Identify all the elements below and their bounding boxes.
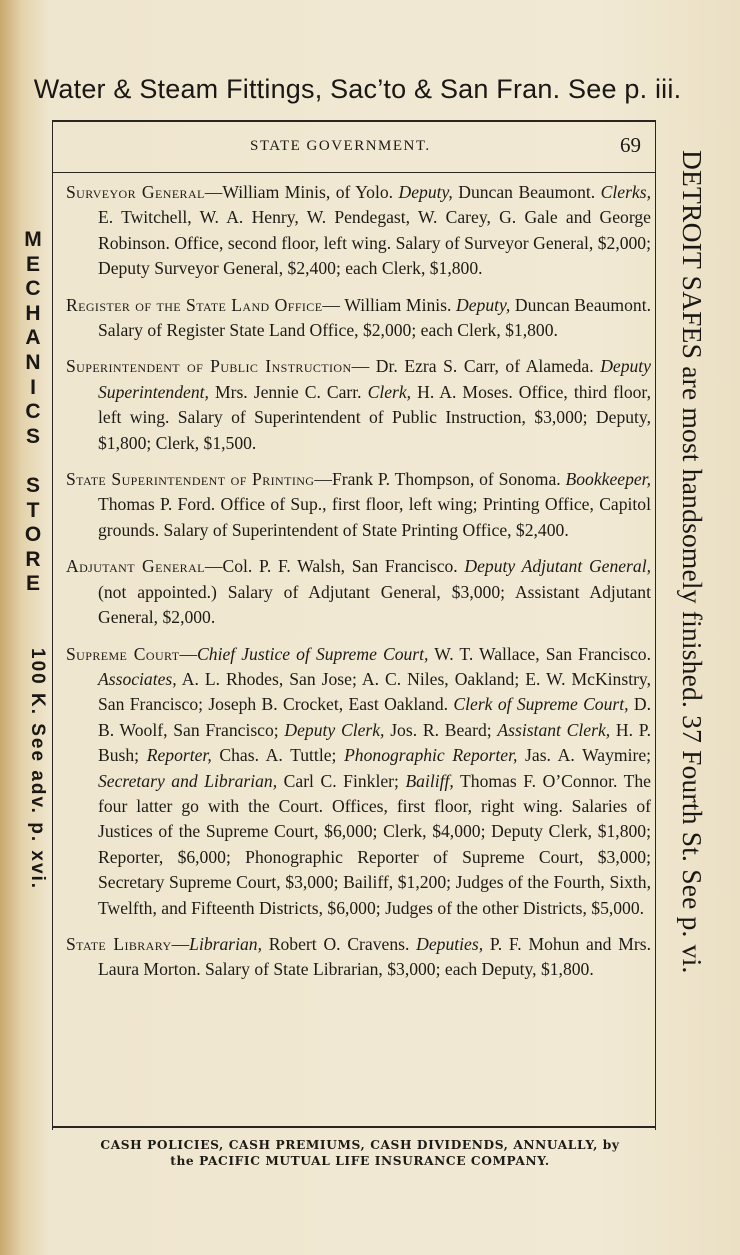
entry-italic-text: Deputy Clerk,: [284, 719, 385, 740]
entry-italic-text: Phonographic Reporter,: [344, 745, 518, 766]
bottom-ad-line-2: the PACIFIC MUTUAL LIFE INSURANCE COMPANY.: [170, 1154, 550, 1168]
entry-italic-text: Deputy,: [398, 182, 453, 202]
directory-entry: [66, 642, 651, 921]
left-ad-letter: O: [24, 523, 42, 547]
entry-italic-text: Associates,: [98, 668, 177, 689]
left-ad-letter: C: [25, 277, 41, 301]
bottom-ad-line-1: CASH POLICIES, CASH PREMIUMS, CASH DIVIDENDS, ANNUALLY, by: [100, 1138, 620, 1152]
entry-italic-text: Reporter,: [146, 745, 212, 766]
entry-text: —Col. P. F. Walsh, San Francisco.: [204, 556, 465, 577]
left-ad-letter: H: [25, 301, 41, 325]
entry-text: Robert O. Cravens.: [262, 933, 417, 954]
left-ad-letter: N: [25, 350, 41, 374]
entry-heading: State Library: [66, 933, 172, 954]
left-ad-letter: C: [25, 400, 41, 424]
top-advertisement: Water & Steam Fittings, Sac’to & San Fran. See p. iii.: [33, 74, 682, 104]
entry-text: (not appointed.) Salary of Adjutant General, $3,000; Assistant Adjutant General, $2,000.: [98, 581, 651, 628]
left-ad-rotated-text: 100 K. See adv. p. xvi.: [27, 648, 48, 891]
entry-text: Duncan Beaumont. Salary of Register State Land Office, $2,000; each Clerk, $1,800.: [98, 294, 651, 341]
entry-italic-text: Deputy,: [456, 294, 511, 315]
entry-italic-text: Chief Justice of Supreme Court,: [197, 643, 429, 664]
entry-text: — William Minis.: [322, 294, 457, 315]
entry-italic-text: Librarian,: [189, 933, 262, 954]
entry-italic-text: Assistant Clerk,: [497, 719, 611, 740]
directory-entry: [66, 180, 651, 282]
entry-italic-text: Bookkeeper,: [565, 469, 651, 490]
entry-italic-text: Deputies,: [416, 933, 484, 954]
entry-heading: Superintendent of Public Instruction: [66, 356, 352, 377]
entry-text: Jas. A. Waymire;: [517, 745, 652, 766]
entry-text: Thomas F. O’Connor. The four latter go with the Court. Offices, first floor, right wing. Salaries of Justices of the Supreme Court, $6,000; Clerk, $4,000; Deputy Clerk, $1,800; Reporter, $6,000; Phonographic Reporter of Supreme Court, $3,000; Secretary Supreme Court, $3,000; Bailiff, $1,200; Judges of the Fourth, Sixth, Twelfth, and Fifteenth Districts, $6,000; Judges of the other Districts, $5,000.: [98, 770, 651, 918]
running-head: STATE GOVERNMENT.: [250, 138, 431, 154]
entry-text: H. P. Bush;: [98, 719, 651, 766]
entry-text: —: [171, 933, 190, 954]
left-ad-letter: A: [25, 326, 41, 350]
entry-text: Thomas P. Ford. Office of Sup., first floor, left wing; Printing Office, Capitol grounds. Salary of Superintendent of State Printing Office, $2,400.: [98, 494, 651, 540]
left-ad-letters: [18, 228, 48, 597]
entry-heading: Register of the State Land Office: [66, 294, 323, 315]
entry-text: A. L. Rhodes, San Jose; A. C. Niles, Oakland; E. W. McKinstry, San Francisco; Joseph B. Crocket, East Oakland.: [98, 668, 651, 715]
entry-heading: Surveyor General: [66, 182, 205, 202]
entry-heading: Adjutant General: [66, 556, 205, 577]
entry-text: — Dr. Ezra S. Carr, of Alameda.: [351, 356, 601, 377]
left-margin-advertisement: [18, 228, 48, 1048]
entry-text: P. F. Mohun and Mrs. Laura Morton. Salary of State Librarian, $3,000; each Deputy, $1,800.: [98, 933, 651, 980]
entry-text: W. T. Wallace, San Francisco.: [428, 643, 651, 664]
entry-italic-text: Clerk,: [367, 381, 412, 402]
entry-text: Mrs. Jennie C. Carr.: [208, 381, 368, 402]
left-ad-letter: I: [30, 375, 36, 399]
entry-text: H. A. Moses. Office, third floor, left wing. Salary of Superintendent of Public Instruction, $3,000; Deputy, $1,800; Clerk, $1,500.: [98, 381, 651, 453]
entry-text: Chas. A. Tuttle;: [211, 745, 345, 766]
entry-italic-text: Bailiff,: [405, 770, 454, 791]
entry-text: Duncan Beaumont.: [452, 182, 601, 202]
entry-italic-text: Deputy Superintendent,: [98, 356, 651, 402]
page-number: 69: [620, 133, 641, 157]
entry-italic-text: Deputy Adjutant General,: [464, 556, 651, 577]
left-ad-letter: R: [25, 547, 41, 571]
directory-entry: [66, 932, 651, 983]
left-ad-letter: E: [25, 572, 40, 596]
entry-text: Jos. R. Beard;: [384, 719, 498, 740]
entry-text: Carl C. Finkler;: [277, 770, 406, 791]
directory-entry: [66, 354, 651, 456]
directory-entry: [66, 554, 651, 630]
entry-text: —William Minis, of Yolo.: [204, 182, 399, 202]
entry-italic-text: Clerk of Supreme Court,: [453, 694, 629, 715]
left-ad-letter: E: [25, 252, 40, 276]
entry-italic-text: Secretary and Librarian,: [98, 770, 278, 791]
entry-text: —Frank P. Thompson, of Sonoma.: [314, 469, 566, 490]
header-rule: [52, 172, 656, 173]
right-ad-text: DETROIT SAFES are most handsomely finished. 37 Fourth St. See p. vi.: [677, 150, 708, 974]
entry-text: —: [179, 643, 198, 664]
bottom-rule: [52, 1126, 656, 1128]
entry-text: D. B. Woolf, San Francisco;: [98, 694, 651, 740]
directory-entry: [66, 467, 651, 543]
bottom-advertisement: [40, 1137, 680, 1169]
entry-heading: Supreme Court: [66, 643, 180, 664]
left-ad-letter: S: [25, 424, 40, 448]
directory-entries: [66, 180, 651, 994]
entry-text: E. Twitchell, W. A. Henry, W. Pendegast, W. Carey, G. Gale and George Robinson. Office, second floor, left wing. Salary of Surveyor General, $2,000; Deputy Surveyor General, $2,400; each Clerk, $1,800.: [98, 207, 651, 279]
left-ad-letter: T: [26, 498, 40, 522]
left-ad-letter: M: [24, 228, 42, 251]
directory-entry: [66, 293, 651, 344]
entry-heading: State Superintendent of Printing: [66, 469, 315, 490]
entry-italic-text: Clerks,: [600, 182, 651, 202]
left-ad-letter: [18, 449, 48, 474]
left-ad-letter: S: [25, 473, 40, 497]
